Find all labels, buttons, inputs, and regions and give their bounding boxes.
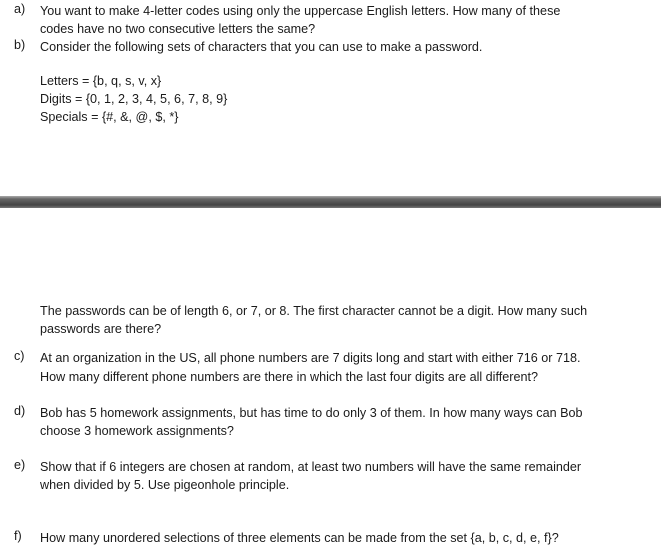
question-f-line-1: How many unordered selections of three elements can be made from the set {a, b, c, d, e, f}? xyxy=(40,531,559,545)
question-b-line-2: passwords are there? xyxy=(40,322,162,336)
question-e-line-2: when divided by 5. Use pigeonhole principle. xyxy=(40,478,290,492)
question-a-line-2: codes have no two consecutive letters the same? xyxy=(40,22,316,36)
letters-set: Letters = {b, q, s, v, x} xyxy=(40,74,162,88)
page-separator xyxy=(0,196,661,208)
question-b-intro: Consider the following sets of characters that you can use to make a password. xyxy=(40,40,483,54)
question-b-line-1: The passwords can be of length 6, or 7, or 8. The first character cannot be a digit. How many such xyxy=(40,304,588,318)
question-a-line-1: You want to make 4-letter codes using only the uppercase English letters. How many of these xyxy=(40,4,561,18)
question-a-marker: a) xyxy=(14,2,26,16)
question-c-line-1: At an organization in the US, all phone numbers are 7 digits long and start with either 716 or 718. xyxy=(40,351,581,365)
question-e-line-1: Show that if 6 integers are chosen at random, at least two numbers will have the same remainder xyxy=(40,460,582,474)
specials-set: Specials = {#, &, @, $, *} xyxy=(40,110,179,124)
question-c-marker: c) xyxy=(14,349,25,363)
question-d-line-1: Bob has 5 homework assignments, but has time to do only 3 of them. In how many ways can Bob xyxy=(40,406,583,420)
question-c-line-2: How many different phone numbers are there in which the last four digits are all different? xyxy=(40,370,538,384)
question-d-line-2: choose 3 homework assignments? xyxy=(40,424,234,438)
question-e-marker: e) xyxy=(14,458,26,472)
digits-set: Digits = {0, 1, 2, 3, 4, 5, 6, 7, 8, 9} xyxy=(40,92,228,106)
question-d-marker: d) xyxy=(14,404,26,418)
question-b-marker: b) xyxy=(14,38,26,52)
question-f-marker: f) xyxy=(14,529,22,543)
